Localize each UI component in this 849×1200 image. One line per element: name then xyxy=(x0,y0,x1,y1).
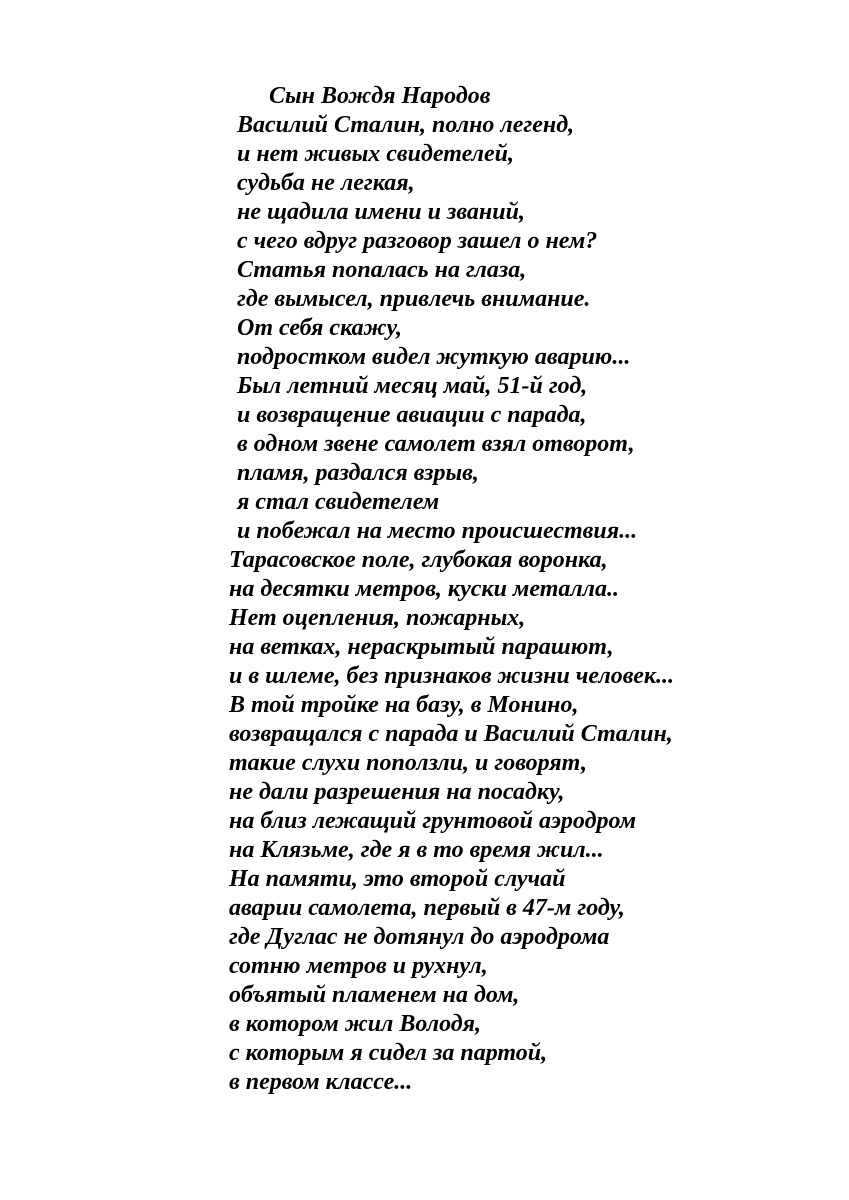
poem-line: на ветках, нераскрытый парашют, xyxy=(229,634,614,660)
poem-line: и в шлеме, без признаков жизни человек... xyxy=(229,663,675,689)
poem-line: От себя скажу, xyxy=(237,315,402,341)
poem-line: в котором жил Володя, xyxy=(229,1011,482,1037)
poem-line: Василий Сталин, полно легенд, xyxy=(237,112,575,138)
poem-line: где Дуглас не дотянул до аэродрома xyxy=(229,924,610,950)
poem-line: на Клязьме, где я в то время жил... xyxy=(229,837,604,863)
poem-line: такие слухи поползли, и говорят, xyxy=(229,750,587,776)
poem-line: с чего вдруг разговор зашел о нем? xyxy=(237,228,598,254)
poem-line: возвращался с парада и Василий Сталин, xyxy=(229,721,673,747)
poem-line: Статья попалась на глаза, xyxy=(237,257,527,283)
poem-line: где вымысел, привлечь внимание. xyxy=(237,286,591,312)
poem-line: в первом классе... xyxy=(229,1069,413,1095)
poem-line: Нет оцепления, пожарных, xyxy=(229,605,526,631)
poem-line: В той тройке на базу, в Монино, xyxy=(229,692,579,718)
poem-line: сотню метров и рухнул, xyxy=(229,953,488,979)
poem xyxy=(229,82,829,1097)
poem-line: объятый пламенем на дом, xyxy=(229,982,520,1008)
poem-line: не щадила имени и званий, xyxy=(237,199,525,225)
poem-line: Был летний месяц май, 51-й год, xyxy=(237,373,588,399)
poem-line: На памяти, это второй случай xyxy=(229,866,566,892)
poem-line: я стал свидетелем xyxy=(237,489,440,515)
poem-title: Сын Вождя Народов xyxy=(269,83,491,109)
poem-line: Тарасовское поле, глубокая воронка, xyxy=(229,547,608,573)
poem-line: аварии самолета, первый в 47-м году, xyxy=(229,895,625,921)
poem-line: судьба не легкая, xyxy=(237,170,415,196)
poem-line: с которым я сидел за партой, xyxy=(229,1040,548,1066)
poem-line: на десятки метров, куски металла.. xyxy=(229,576,619,602)
poem-line: подростком видел жуткую аварию... xyxy=(237,344,631,370)
poem-line: не дали разрешения на посадку, xyxy=(229,779,565,805)
poem-line: и возвращение авиации с парада, xyxy=(237,402,587,428)
poem-line: пламя, раздался взрыв, xyxy=(237,460,479,486)
poem-line: и побежал на место происшествия... xyxy=(237,518,638,544)
poem-line: на близ лежащий грунтовой аэродром xyxy=(229,808,637,834)
poem-line: в одном звене самолет взял отворот, xyxy=(237,431,635,457)
poem-line: и нет живых свидетелей, xyxy=(237,141,514,167)
